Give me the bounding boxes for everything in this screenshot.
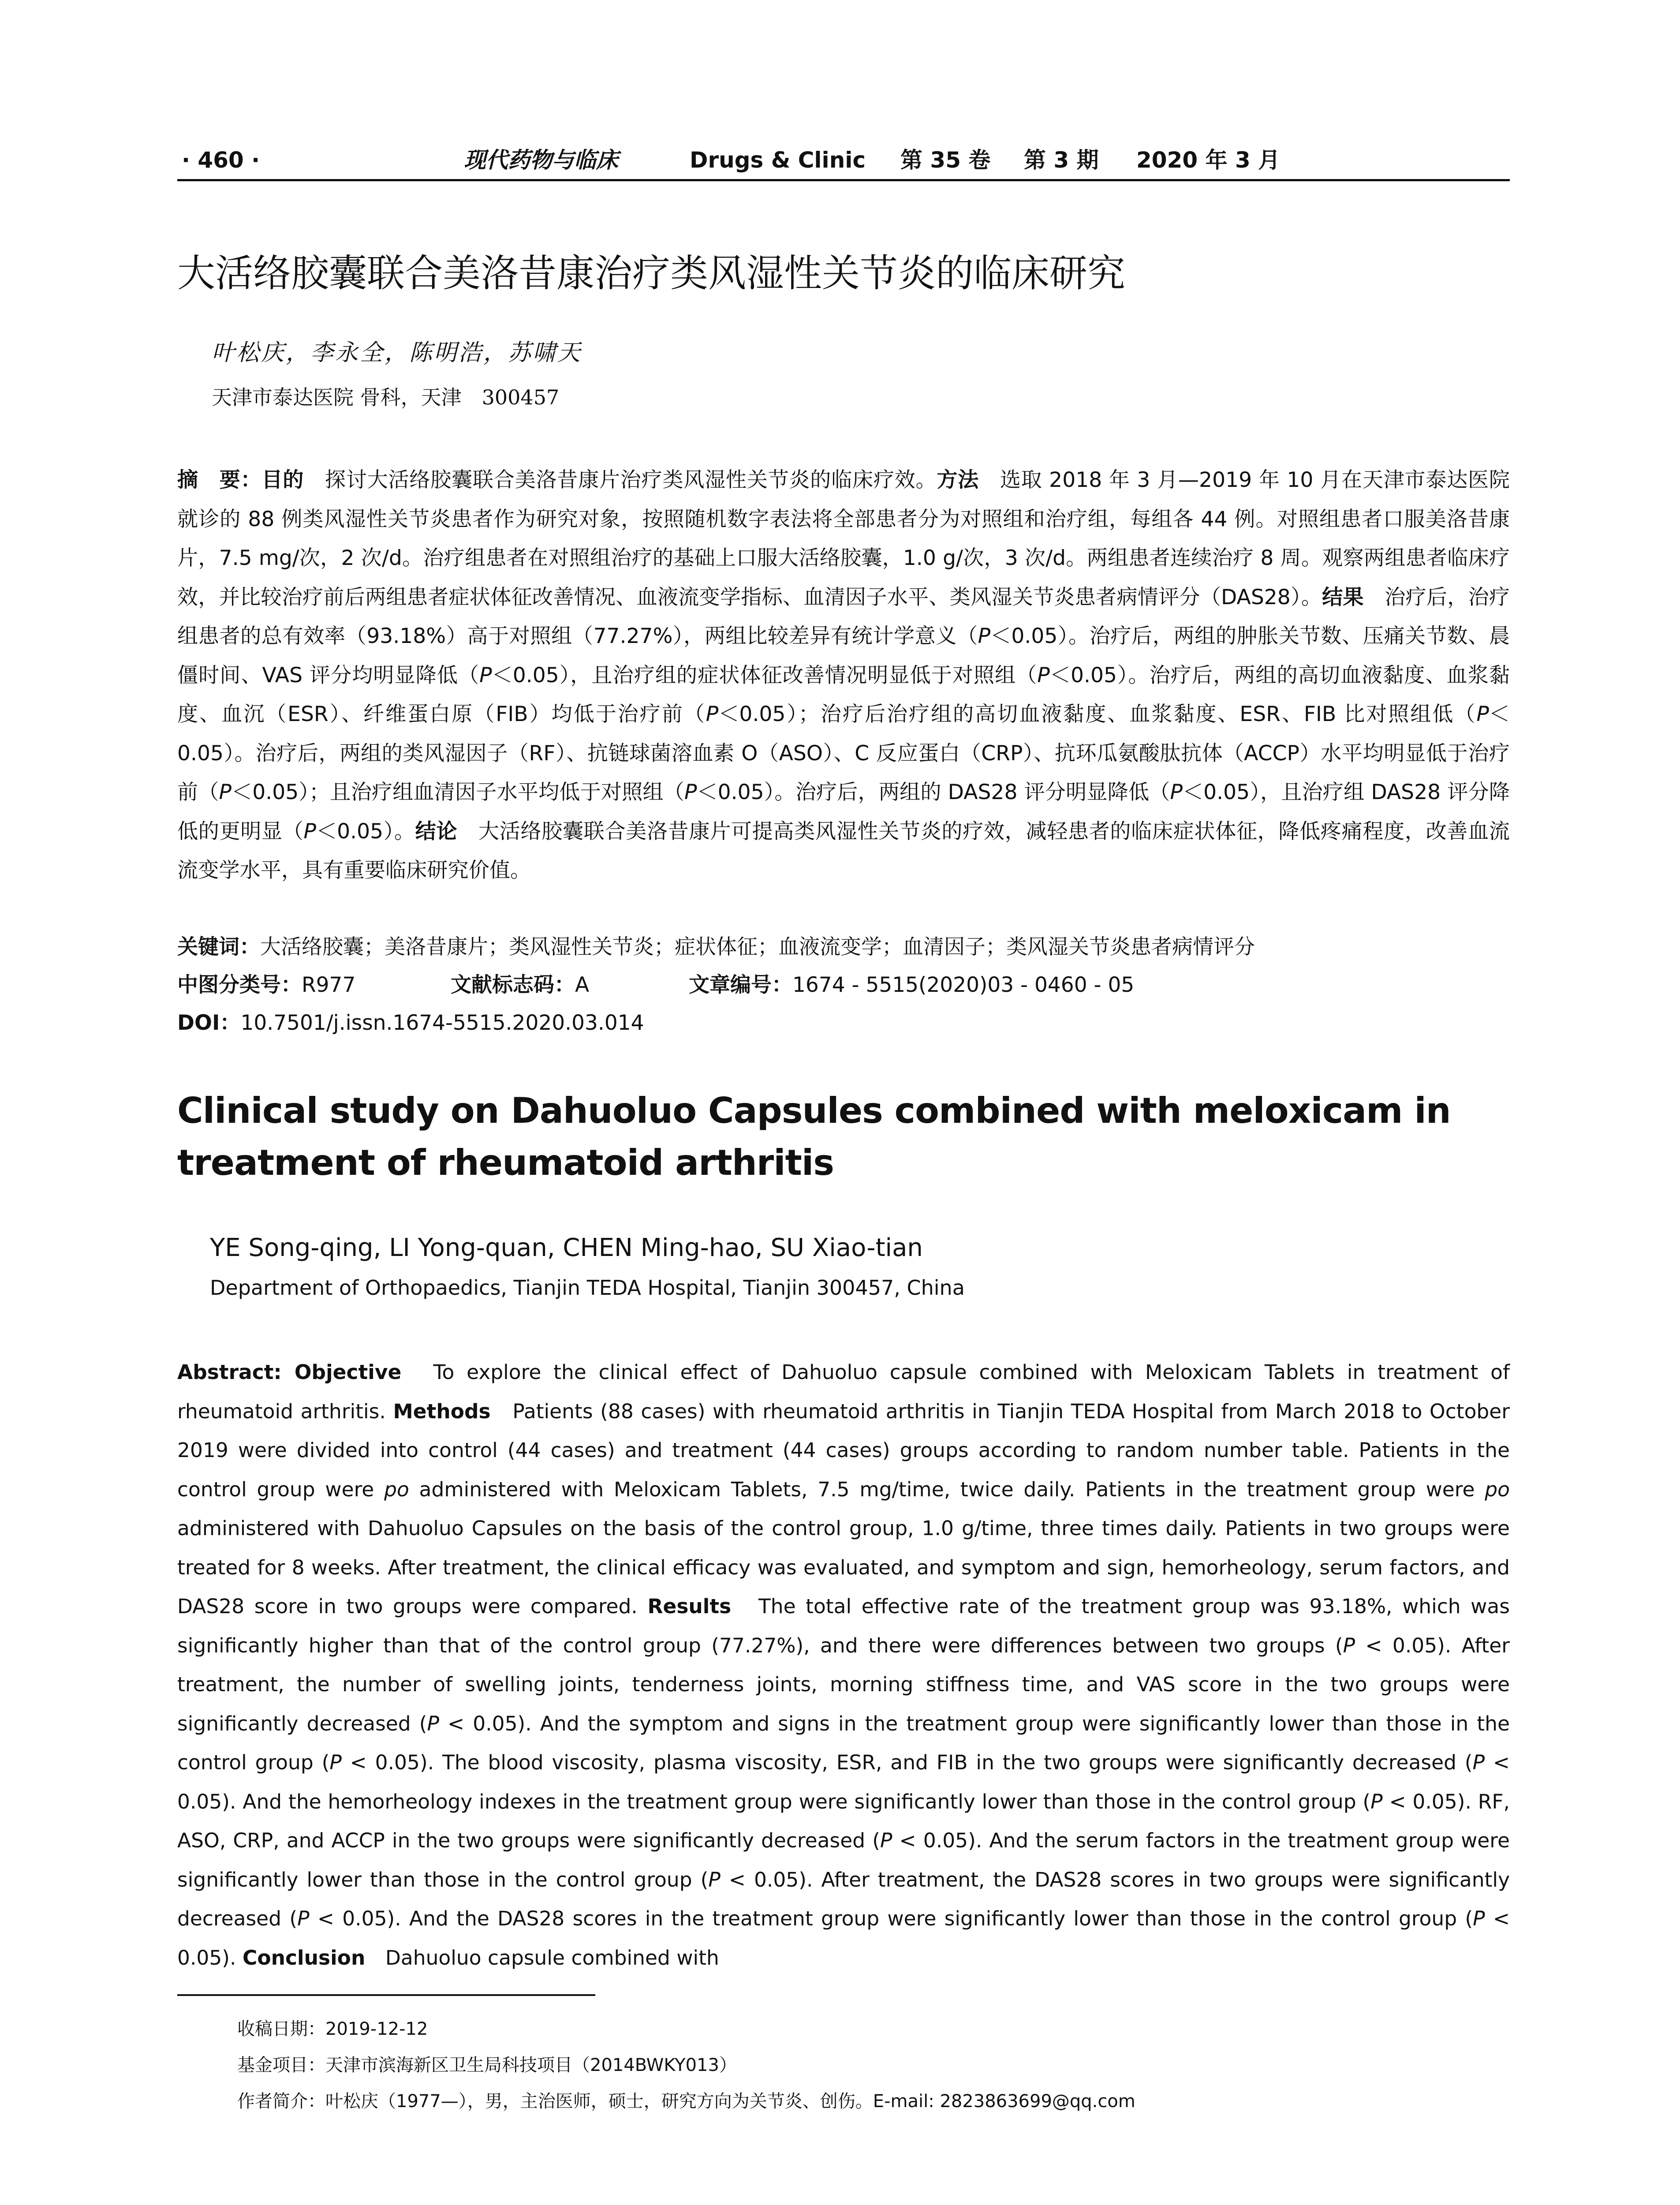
- p-symbol: P: [329, 1751, 342, 1774]
- p-symbol: P: [1472, 1751, 1485, 1774]
- results-text-en: The total effective rate of the treatment group was 93.18%, which was significantly higher than that of the control group (77.27%), and there were differences between two groups (: [177, 1595, 1510, 1657]
- results-text-en: < 0.05).: [177, 1907, 1510, 1970]
- results-text-cn: ＜0.05）。治疗后，两组的类风湿因子（RF）、抗链球菌溶血素 O（ASO）、C 反应蛋白（CRP）、抗环瓜氨酸肽抗体（ACCP）水平均明显低于治疗前（: [177, 702, 1510, 804]
- author-bio: 作者简介：叶松庆（1977—），男，主治医师，硕士，研究方向为关节炎、创伤。E-mail: 2823863699@qq.com: [237, 2091, 1135, 2112]
- received-date: 收稿日期：2019-12-12: [237, 2019, 428, 2039]
- methods-text-en: administered with Dahuoluo Capsules on the basis of the control group, 1.0 g/time, three times daily. Patients in two groups were treated for 8 weeks. After treatment, the clinical efficacy was evaluated, and symptom and sign, hemorheology, serum factors, and DAS28 score in two groups were compared.: [177, 1517, 1510, 1618]
- article-no-value: 1674 - 5515(2020)03 - 0460 - 05: [792, 973, 1135, 997]
- journal-name-cn: 现代药物与临床: [464, 147, 618, 173]
- article-metadata: [177, 928, 1510, 1042]
- results-label-en: Results: [647, 1595, 732, 1618]
- p-symbol: P: [479, 663, 492, 688]
- results-label-cn: 结果: [1322, 585, 1364, 609]
- english-affiliation: Department of Orthopaedics, Tianjin TEDA Hospital, Tianjin 300457, China: [210, 1276, 965, 1300]
- chinese-affiliation: 天津市泰达医院 骨科，天津 300457: [212, 385, 560, 409]
- methods-label-en: Methods: [393, 1399, 491, 1423]
- results-text-en: < 0.05). And the serum factors in the treatment group were significantly lower than those in the control group (: [177, 1829, 1510, 1891]
- journal-issue: 第 3 期: [1024, 147, 1099, 173]
- p-symbol: P: [1473, 1907, 1485, 1930]
- conclusion-text-cn: 大活络胶囊联合美洛昔康片可提高类风湿性关节炎的疗效，减轻患者的临床症状体征，降低疼痛程度，改善血流流变学水平，具有重要临床研究价值。: [177, 819, 1510, 882]
- po-term: po: [384, 1477, 409, 1501]
- results-text-en: < 0.05). And the hemorheology indexes in the treatment group were significantly lower than those in the control group (: [177, 1751, 1510, 1813]
- results-text-en: < 0.05). And the DAS28 scores in the treatment group were significantly lower than those in the control group (: [309, 1907, 1473, 1930]
- results-text-en: < 0.05). The blood viscosity, plasma viscosity, ESR, and FIB in the two groups were significantly decreased (: [341, 1751, 1473, 1774]
- abstract-label-en: Abstract: Objective: [177, 1360, 402, 1384]
- p-symbol: P: [303, 819, 316, 844]
- methods-label-cn: 方法: [937, 468, 979, 492]
- footnote-divider: [177, 1994, 595, 1996]
- p-symbol: P: [880, 1829, 892, 1852]
- p-symbol: P: [427, 1712, 439, 1735]
- doi-line: [177, 1004, 1510, 1042]
- results-text-cn: ＜0.05）。治疗后，两组的肿胀关节数、压痛关节数、晨僵时间、VAS 评分均明显降低（: [177, 624, 1510, 688]
- p-symbol: P: [219, 780, 232, 804]
- journal-date: 2020 年 3 月: [1136, 147, 1281, 173]
- chinese-abstract: [177, 461, 1510, 890]
- results-text-en: < 0.05). After treatment, the DAS28 scores in two groups were significantly decreased (: [177, 1868, 1510, 1930]
- doi-label: DOI：: [177, 1011, 241, 1035]
- p-symbol: P: [1037, 663, 1050, 688]
- p-symbol: P: [706, 702, 719, 726]
- english-abstract: [177, 1353, 1510, 1977]
- journal-volume: 第 35 卷: [900, 147, 991, 173]
- p-symbol: P: [297, 1907, 310, 1930]
- conclusion-label-cn: 结论: [415, 819, 458, 844]
- classification-line: [177, 966, 1510, 1004]
- doc-code-label: 文献标志码：: [451, 973, 575, 997]
- keywords-label: 关键词：: [177, 935, 260, 959]
- p-symbol: P: [1170, 780, 1183, 804]
- results-text-cn: ＜0.05）。治疗后，两组的 DAS28 评分明显降低（: [697, 780, 1170, 804]
- doi-value: 10.7501/j.issn.1674-5515.2020.03.014: [240, 1011, 644, 1035]
- keywords-line: [177, 928, 1510, 966]
- methods-text-en: Patients (88 cases) with rheumatoid arthritis in Tianjin TEDA Hospital from March 2018 to October 2019 were divided into control (44 cases) and treatment (44 cases) groups according to random number table. Patients in the control group were: [177, 1399, 1510, 1501]
- footnotes: [237, 2011, 1507, 2119]
- p-symbol: P: [1370, 1790, 1383, 1813]
- conclusion-text-en: Dahuoluo capsule combined with: [365, 1946, 719, 1970]
- results-text-cn: ＜0.05）。: [316, 819, 415, 844]
- english-title: Clinical study on Dahuoluo Capsules combined with meloxicam in treatment of rheumatoid arthritis: [177, 1090, 1451, 1183]
- results-text-cn: ＜0.05）。治疗后，两组的高切血液黏度、血浆黏度、血沉（ESR）、纤维蛋白原（FIB）均低于治疗前（: [177, 663, 1510, 726]
- results-text-cn: ＜0.05），且治疗组 DAS28 评分降低的更明显（: [177, 780, 1510, 844]
- results-text-en: < 0.05). RF, ASO, CRP, and ACCP in the two groups were significantly decreased (: [177, 1790, 1510, 1852]
- clc-value: R977: [302, 973, 356, 997]
- objective-text-en: To explore the clinical effect of Dahuoluo capsule combined with Meloxicam Tablets in treatment of rheumatoid arthritis.: [177, 1360, 1510, 1423]
- results-text-en: < 0.05). And the symptom and signs in the treatment group were significantly lower than those in the control group (: [177, 1712, 1510, 1774]
- results-text-cn: ＜0.05）；且治疗组血清因子水平均低于对照组（: [231, 780, 684, 804]
- keywords-text: 大活络胶囊；美洛昔康片；类风湿性关节炎；症状体征；血液流变学；血清因子；类风湿关节炎患者病情评分: [260, 935, 1255, 959]
- chinese-authors: 叶松庆，李永全，陈明浩，苏啸天: [212, 340, 582, 366]
- chinese-title: 大活络胶囊联合美洛昔康治疗类风湿性关节炎的临床研究: [177, 251, 1125, 295]
- journal-name-en: Drugs & Clinic: [690, 147, 866, 173]
- p-symbol: P: [978, 624, 991, 648]
- results-text-cn: 治疗后，治疗组患者的总有效率（93.18%）高于对照组（77.27%），两组比较差异有统计学意义（: [177, 585, 1510, 648]
- clc-label: 中图分类号：: [177, 973, 302, 997]
- results-text-cn: ＜0.05）；治疗后治疗组的高切血液黏度、血浆黏度、ESR、FIB 比对照组低（: [718, 702, 1477, 726]
- conclusion-label-en: Conclusion: [243, 1946, 366, 1970]
- article-no-label: 文章编号：: [689, 973, 792, 997]
- po-term: po: [1485, 1477, 1510, 1501]
- p-symbol: P: [1476, 702, 1489, 726]
- methods-text-cn: 选取 2018 年 3 月—2019 年 10 月在天津市泰达医院就诊的 88 例类风湿性关节炎患者作为研究对象，按照随机数字表法将全部患者分为对照组和治疗组，每组各 44 例。对照组患者口服美洛昔康片，7.5 mg/次，2 次/d。治疗组患者在对照组治疗的基础上口服大活络胶囊，1.0 g/次，3 次/d。两组患者连续治疗 8 周。观察两组患者临床疗效，并比较治疗前后两组患者症状体征改善情况、血液流变学指标、血清因子水平、类风湿关节炎患者病情评分（DAS28）。: [177, 468, 1510, 609]
- fund-project: 基金项目：天津市滨海新区卫生局科技项目（2014BWKY013）: [237, 2055, 737, 2075]
- page-number: · 460 ·: [182, 147, 260, 173]
- p-symbol: P: [708, 1868, 721, 1891]
- abstract-label-cn: 摘 要：: [177, 468, 262, 492]
- results-text-cn: ＜0.05），且治疗组的症状体征改善情况明显低于对照组（: [492, 663, 1038, 688]
- p-symbol: P: [684, 780, 697, 804]
- p-symbol: P: [1343, 1633, 1355, 1657]
- doc-code-value: A: [575, 973, 590, 997]
- objective-text-cn: 探讨大活络胶囊联合美洛昔康片治疗类风湿性关节炎的临床疗效。: [304, 468, 937, 492]
- methods-text-en: administered with Meloxicam Tablets, 7.5 mg/time, twice daily. Patients in the treatment group were: [409, 1477, 1485, 1501]
- english-authors: YE Song-qing, LI Yong-quan, CHEN Ming-hao, SU Xiao-tian: [210, 1233, 923, 1262]
- results-text-en: < 0.05). After treatment, the number of swelling joints, tenderness joints, morning stiffness time, and VAS score in the two groups were significantly decreased (: [177, 1633, 1510, 1735]
- running-header: [177, 141, 1510, 181]
- objective-label-cn: 目的: [261, 468, 304, 492]
